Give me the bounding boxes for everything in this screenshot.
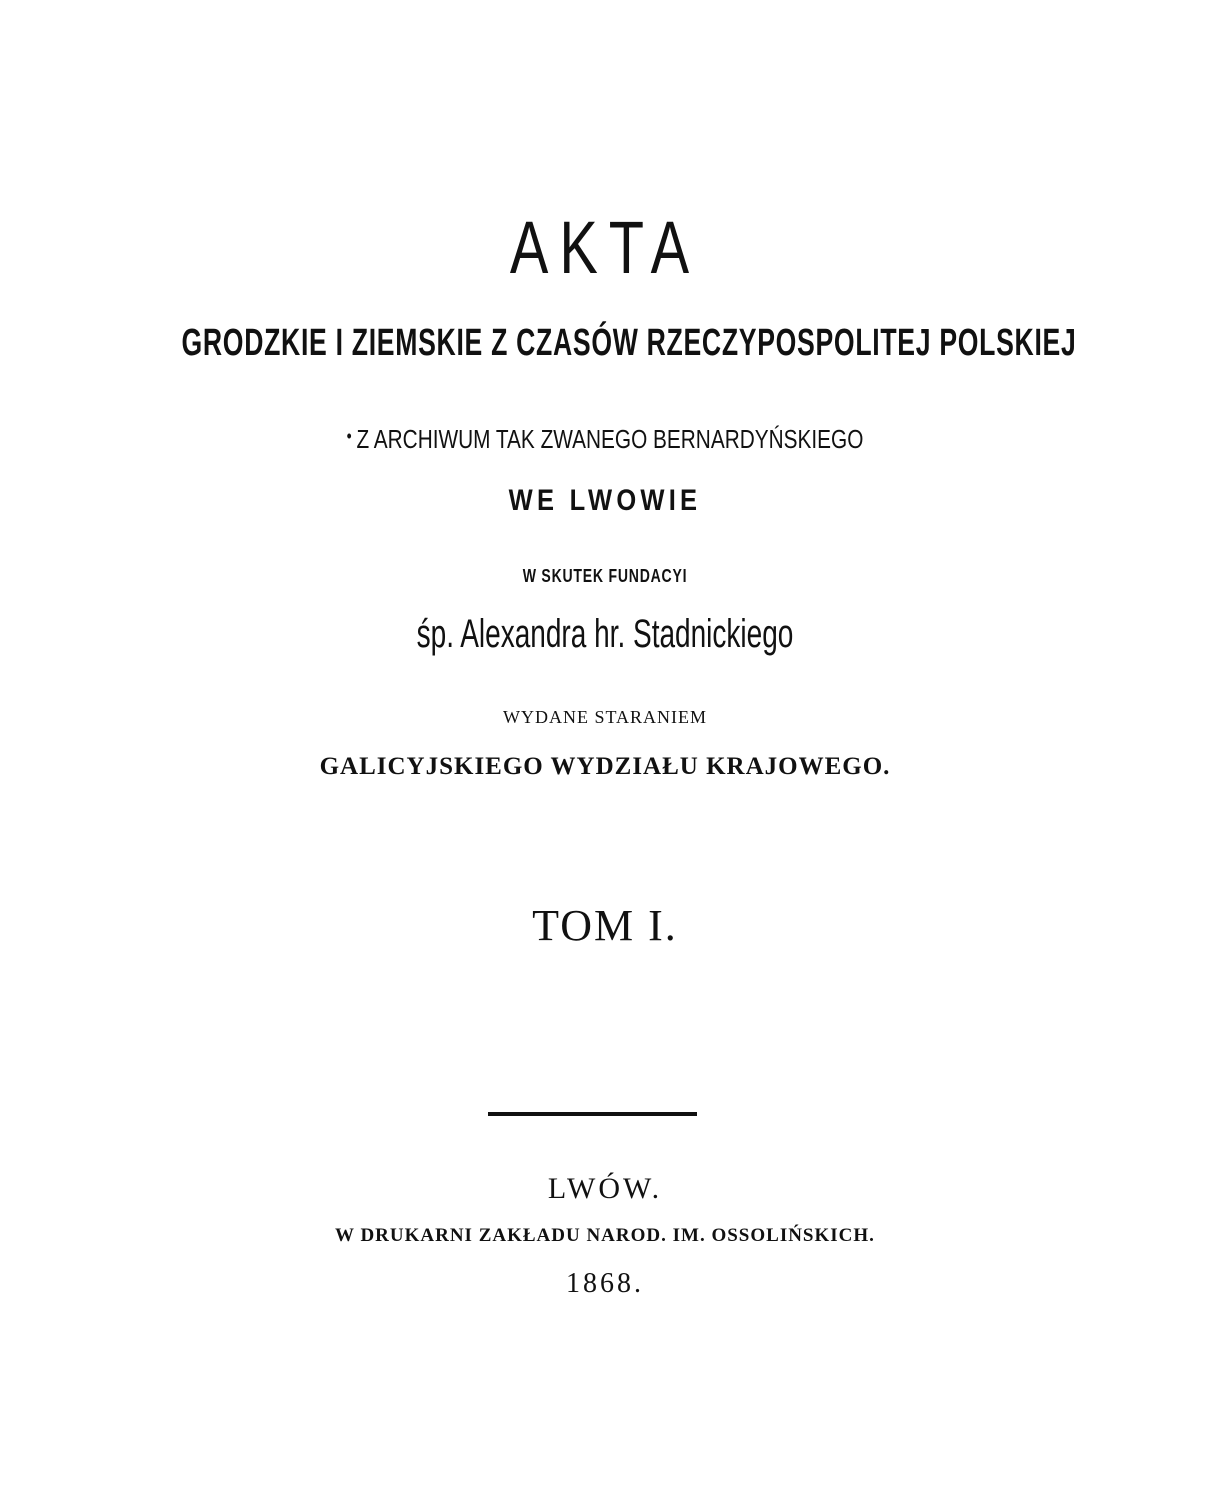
volume-number: TOM I. [532, 901, 678, 950]
publication-place: LWÓW. [547, 1172, 663, 1205]
publisher-line: GALICYJSKIEGO WYDZIAŁU KRAJOWEGO. [319, 753, 891, 780]
archive-text: Z ARCHIWUM TAK ZWANEGO BERNARDYŃSKIEGO [356, 424, 864, 454]
bullet-mark: • [346, 426, 352, 446]
edited-line: WYDANE STARANIEM [502, 707, 708, 727]
book-title: AKTA [509, 206, 701, 289]
city-line: WE LWOWIE [508, 484, 702, 517]
book-subtitle: GRODZKIE I ZIEMSKIE Z CZASÓW RZECZYPOSPOLITEJ POLSKIEJ [181, 322, 1077, 364]
archive-line [121, 424, 1089, 455]
publication-year: 1868. [566, 1268, 644, 1299]
founder-line: śp. Alexandra hr. Stadnickiego [416, 612, 794, 656]
foundation-line: W SKUTEK FUNDACYI [522, 566, 688, 586]
horizontal-rule [488, 1112, 697, 1116]
printer-line: W DRUKARNI ZAKŁADU NAROD. IM. OSSOLIŃSKICH. [335, 1225, 875, 1246]
